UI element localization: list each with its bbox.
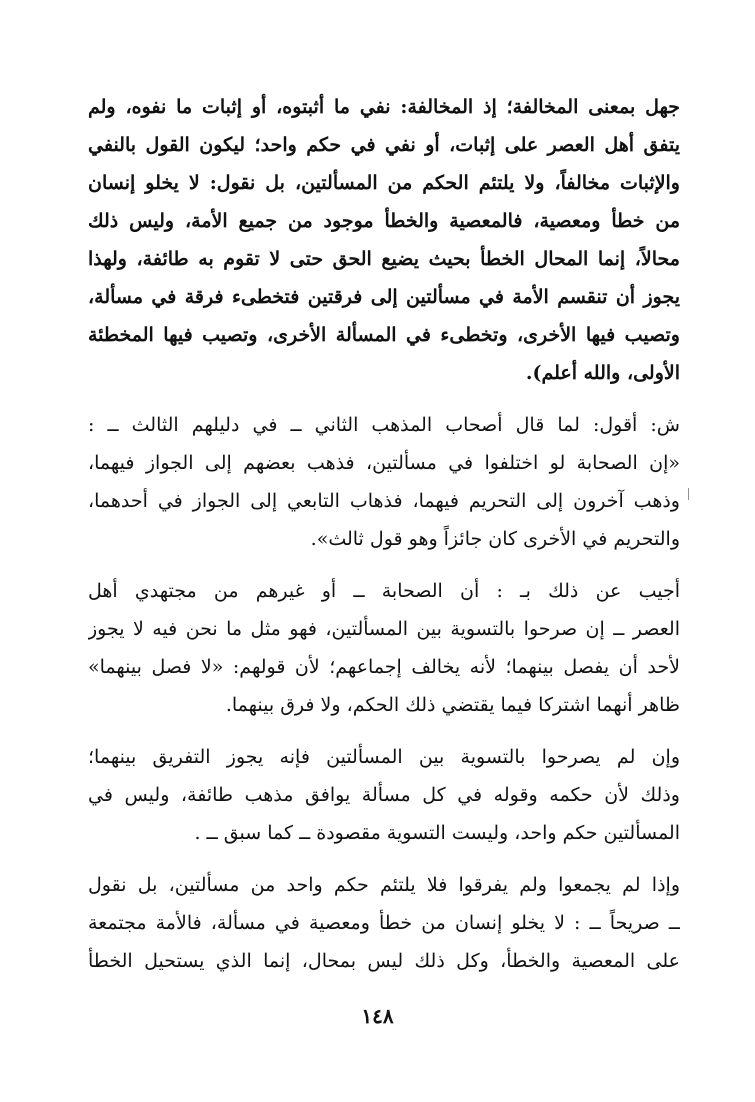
text-line: محالاً، إنما المحال الخطأ بحيث يضيع الحق حتى لا تقوم به طائفة، ولهذا bbox=[88, 248, 680, 270]
text-line: العصر ــ إن صرحوا بالتسوية بين المسألتين، فهو مثل ما نحن فيه لا يجوز bbox=[88, 618, 680, 640]
text-line: ش: أقول: لما قال أصحاب المذهب الثاني ــ في دليلهم الثالث ــ : bbox=[88, 414, 680, 436]
text-line: على المعصية والخطأ، وكل ذلك ليس بمحال، إنما الذي يستحيل الخطأ bbox=[88, 950, 680, 972]
text-line: من خطأ ومعصية، فالمعصية والخطأ موجود من جميع الأمة، وليس ذلك bbox=[88, 210, 680, 232]
paragraph-gap bbox=[88, 392, 680, 406]
paragraph-third-case bbox=[88, 866, 680, 980]
paragraph-quoted-text bbox=[88, 88, 680, 392]
text-line: وتصيب فيها الأخرى، وتخطىء في المسألة الأخرى، وتصيب فيها المخطئة bbox=[88, 324, 680, 346]
paragraph-gap bbox=[88, 558, 680, 572]
text-line: وذلك لأن حكمه وقوله في كل مسألة يوافق مذهب طائفة، وليس في bbox=[88, 784, 680, 806]
paragraph-commentary bbox=[88, 406, 680, 558]
paragraph-answer bbox=[88, 572, 680, 724]
text-line: الأولى، والله أعلم). bbox=[525, 362, 680, 384]
text-line: جهل بمعنى المخالفة؛ إذ المخالفة: نفي ما أثبتوه، أو إثبات ما نفوه، ولم bbox=[88, 96, 680, 118]
text-line: وإذا لم يجمعوا ولم يفرقوا فلا يلتئم حكم واحد من مسألتين، بل نقول bbox=[88, 874, 680, 896]
page-number: ١٤٨ bbox=[361, 1004, 394, 1028]
text-line: المسألتين حكم واحد، وليست التسوية مقصودة ــ كما سبق ــ . bbox=[194, 822, 680, 844]
text-line: لأحد أن يفصل بينهما؛ لأنه يخالف إجماعهم؛ لأن قولهم: «لا فصل بينهما» bbox=[88, 656, 680, 678]
text-line: يجوز أن تنقسم الأمة في مسألتين إلى فرقتين فتخطىء فرقة في مسألة، bbox=[88, 286, 680, 308]
text-line: والإثبات مخالفاً، ولا يلتئم الحكم من المسألتين، بل نقول: لا يخلو إنسان bbox=[88, 172, 680, 194]
text-line: وإن لم يصرحوا بالتسوية بين المسألتين فإنه يجوز التفريق بينهما؛ bbox=[88, 746, 680, 768]
margin-mark bbox=[688, 488, 692, 500]
text-line: والتحريم في الأخرى كان جائزاً وهو قول ثالث». bbox=[310, 528, 680, 550]
text-line: وذهب آخرون إلى التحريم فيهما، فذهاب التابعي إلى الجواز في أحدهما، bbox=[88, 490, 680, 512]
paragraph-gap bbox=[88, 852, 680, 866]
text-line: ظاهر أنهما اشتركا فيما يقتضي ذلك الحكم، ولا فرق بينهما. bbox=[225, 694, 680, 716]
text-line: «إن الصحابة لو اختلفوا في مسألتين، فذهب بعضهم إلى الجواز فيهما، bbox=[88, 452, 680, 474]
text-line: ــ صريحاً ــ : لا يخلو إنسان من خطأ ومعصية في مسألة، فالأمة مجتمعة bbox=[88, 912, 680, 934]
paragraph-second-case bbox=[88, 738, 680, 852]
text-line: أجيب عن ذلك بـ : أن الصحابة ــ أو غيرهم من مجتهدي أهل bbox=[88, 580, 680, 602]
text-line: يتفق أهل العصر على إثبات، أو نفي في حكم واحد؛ ليكون القول بالنفي bbox=[88, 134, 680, 156]
paragraph-gap bbox=[88, 724, 680, 738]
page-body bbox=[88, 88, 680, 980]
